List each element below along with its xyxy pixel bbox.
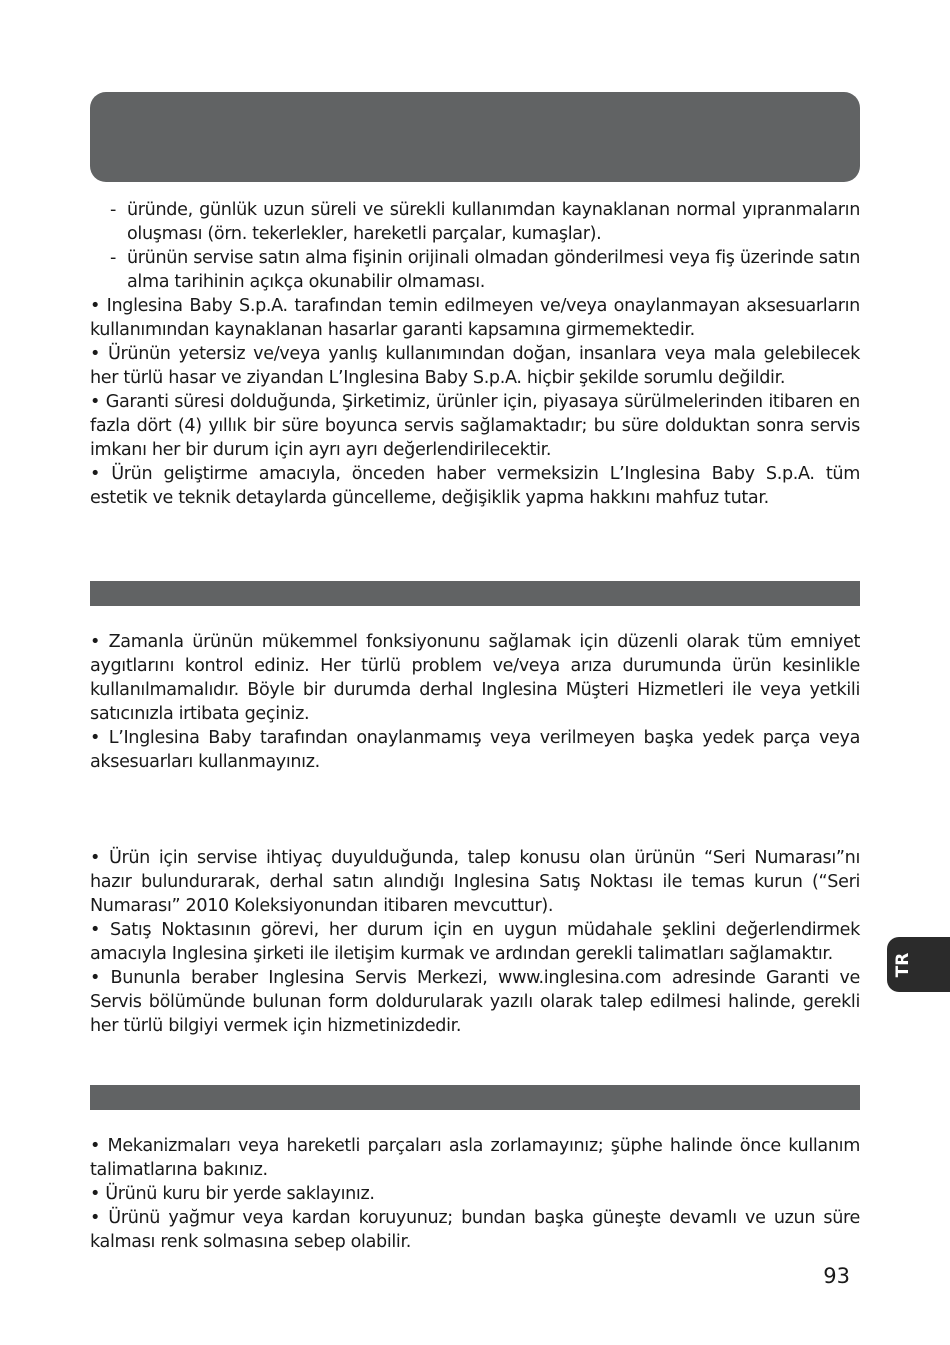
bullet-paragraph: • Bununla beraber Inglesina Servis Merkezi, www.inglesina.com adresinde Garanti ve Servis bölümünde bulunan form doldurularak yazılı olarak talep edilmesi halinde, gerekli her türlü bilgiyi vermek için hizmetinizdedir.: [90, 968, 860, 1036]
bullet-paragraph: • Satış Noktasının görevi, her durum için en uygun müdahale şeklini değerlendirmek amacıyla Inglesina şirketi ile iletişim kurmak ve ardından gerekli talimatları sağlamaktır.: [90, 920, 860, 964]
dash-item-text: ürünün servise satın alma fişinin orijinali olmadan gönderilmesi veya fiş üzerinde satın alma tarihinin açıkça okunabilir olmaması.: [127, 248, 860, 292]
bullet-paragraph: • Ürünü yağmur veya kardan koruyunuz; bundan başka güneşte devamlı ve uzun süre kalması renk solmasına sebep olabilir.: [90, 1208, 860, 1252]
warranty-section: [90, 198, 860, 510]
bullet-paragraph: • Ürün için servise ihtiyaç duyulduğunda, talep konusu olan ürünün “Seri Numarası”nı hazır bulundurarak, derhal satın alındığı Inglesina Satış Noktası ile temas kurun (“Seri Numarası” 2010 Koleksiyonundan itibaren mevcuttur).: [90, 848, 860, 916]
bullet-paragraph: • Ürünü kuru bir yerde saklayınız.: [90, 1184, 375, 1204]
dash-marker: -: [110, 248, 116, 268]
safety-section: [90, 630, 860, 774]
dash-marker: -: [110, 200, 116, 220]
service-section: [90, 846, 860, 1038]
bullet-paragraph: • Ürünün yetersiz ve/veya yanlış kullanımından doğan, insanlara veya mala gelebilecek her türlü hasar ve ziyandan L’Inglesina Baby S.p.A. hiçbir şekilde sorumlu değildir.: [90, 344, 860, 388]
dash-item-text: üründe, günlük uzun süreli ve sürekli kullanımdan kaynaklanan normal yıpranmaların oluşması (örn. tekerlekler, hareketli parçalar, kumaşlar).: [127, 200, 860, 244]
section-divider-bar: [90, 581, 860, 606]
bullet-paragraph: • Garanti süresi dolduğunda, Şirketimiz, ürünler için, piyasaya sürülmelerinden itibaren en fazla dört (4) yıllık bir süre boyunca servis sağlamaktadır; bu süre dolduktan sonra servis imkanı her bir durum için ayrı ayrı değerlendirilecektir.: [90, 392, 860, 460]
language-tab-label: TR: [893, 952, 913, 978]
maintenance-section: [90, 1134, 860, 1254]
section-divider-bar: [90, 1085, 860, 1110]
page-number: 93: [823, 1264, 850, 1288]
bullet-paragraph: • Ürün geliştirme amacıyla, önceden haber vermeksizin L’Inglesina Baby S.p.A. tüm estetik ve teknik detaylarda güncelleme, değişiklik yapma hakkını mahfuz tutar.: [90, 464, 860, 508]
bullet-paragraph: • Mekanizmaları veya hareketli parçaları asla zorlamayınız; şüphe halinde önce kullanım talimatlarına bakınız.: [90, 1136, 860, 1180]
bullet-paragraph: • Zamanla ürünün mükemmel fonksiyonunu sağlamak için düzenli olarak tüm emniyet aygıtlarını kontrol ediniz. Her türlü problem ve/veya arıza durumunda ürün kesinlikle kullanılmamalıdır. Böyle bir durumda derhal Inglesina Müşteri Hizmetleri ile veya yetkili satıcınızla irtibata geçiniz.: [90, 632, 860, 724]
bullet-paragraph: • Inglesina Baby S.p.A. tarafından temin edilmeyen ve/veya onaylanmayan aksesuarların kullanımından kaynaklanan hasarlar garanti kapsamına girmemektedir.: [90, 296, 860, 340]
dash-item: [90, 246, 860, 294]
dash-item: [90, 198, 860, 246]
header-band: [90, 92, 860, 182]
bullet-paragraph: • L’Inglesina Baby tarafından onaylanmamış veya verilmeyen başka yedek parça veya aksesuarları kullanmayınız.: [90, 728, 860, 772]
